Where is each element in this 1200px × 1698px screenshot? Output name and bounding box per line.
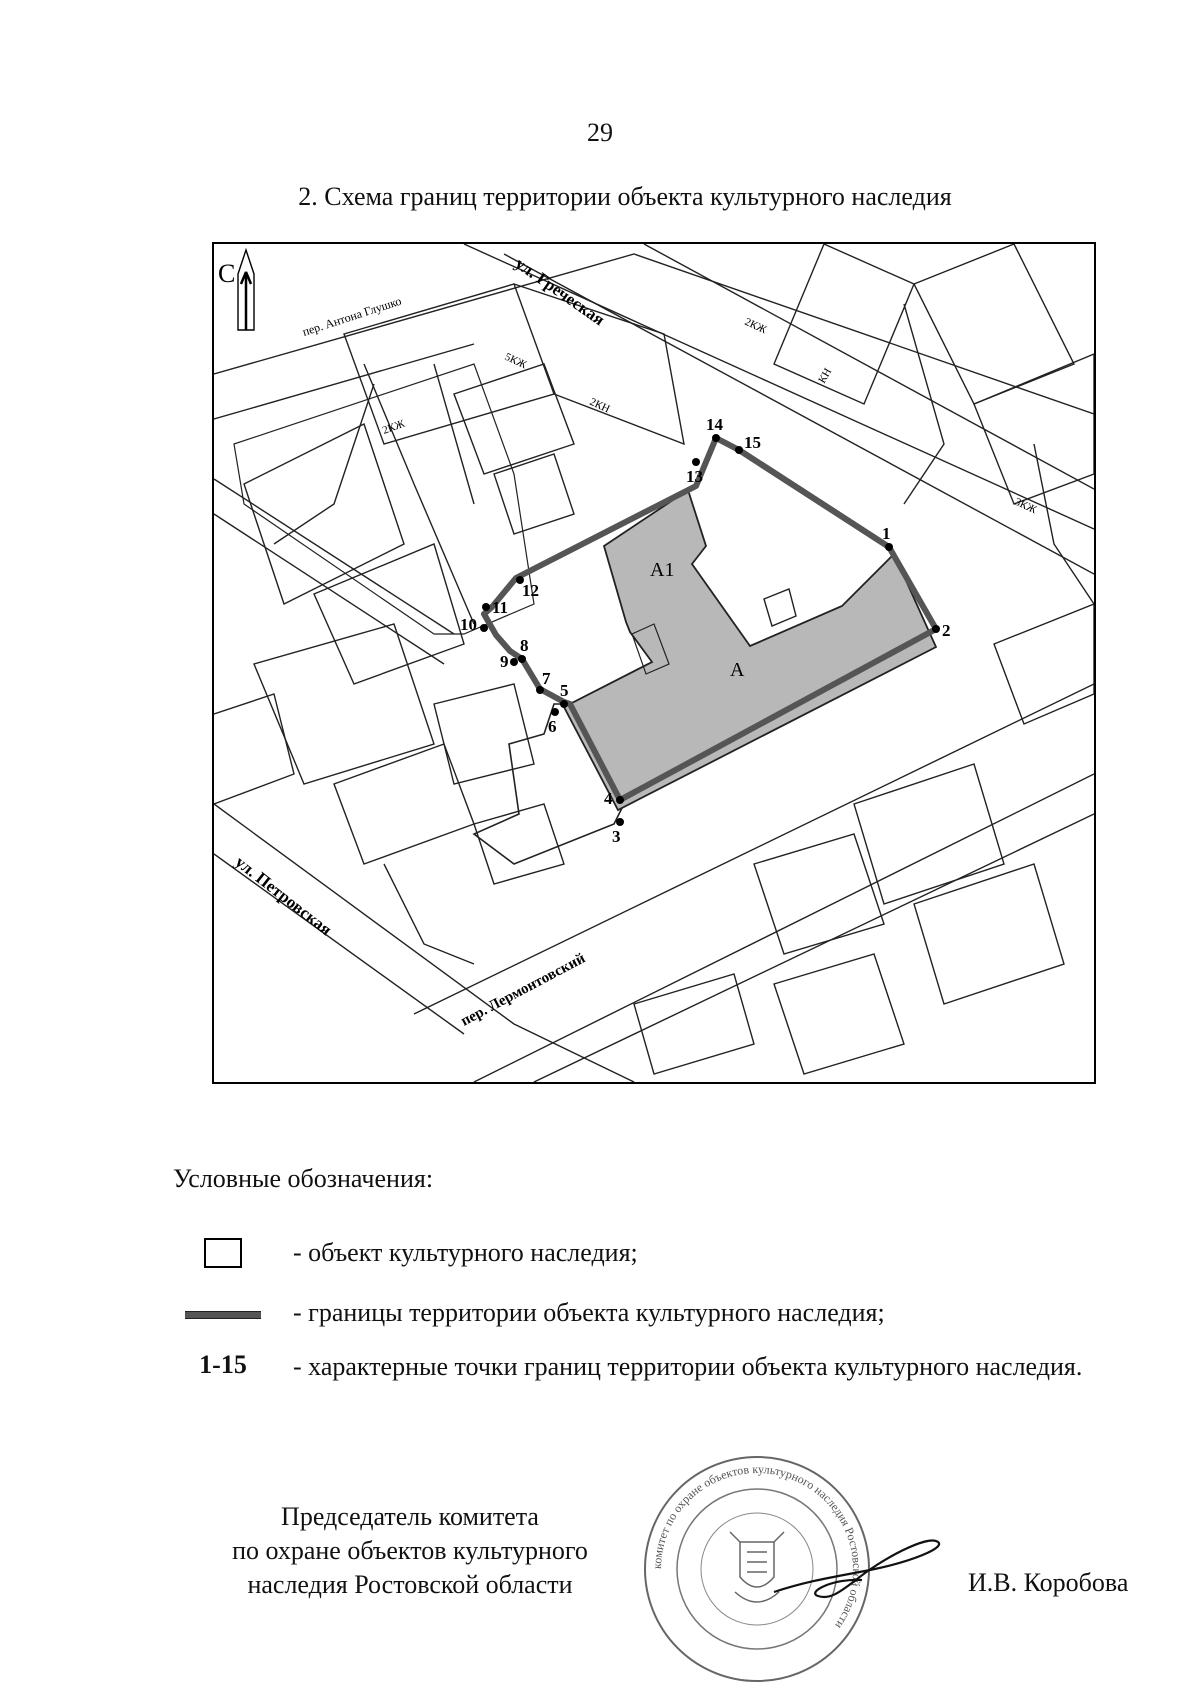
legend-title: Условные обозначения: — [173, 1164, 434, 1193]
point-label-2: 2 — [942, 621, 951, 640]
point-label-4: 4 — [604, 789, 613, 808]
boundary-point-1 — [885, 543, 893, 551]
signer-position-line-3: наследия Ростовской области — [247, 1570, 573, 1599]
map-drawing — [214, 244, 1094, 1082]
parcel-label-3: 2КЖ — [742, 315, 769, 337]
north-arrow-icon — [218, 250, 254, 330]
point-label-13: 13 — [686, 467, 703, 486]
legend-text-heritage-object: - объект культурного наследия; — [293, 1238, 638, 1267]
seal-text: комитет по охране объектов культурного наследия Ростовской области — [649, 1461, 865, 1632]
boundary-point-11 — [482, 603, 490, 611]
legend-points-symbol: 1-15 — [199, 1350, 247, 1379]
document-title: 2. Схема границ территории объекта культурного наследия — [298, 182, 952, 211]
legend-text-points: - характерные точки границ территории объекта культурного наследия. — [293, 1352, 1083, 1381]
boundary-point-13 — [692, 458, 700, 466]
street-label-petrovskaya: ул. Петровская — [231, 852, 336, 940]
point-label-9: 9 — [500, 652, 509, 671]
boundary-point-6 — [551, 708, 559, 716]
boundary-point-15 — [735, 446, 743, 454]
point-label-3: 3 — [612, 827, 621, 846]
street-label-grecheskaya: ул. Греческая — [511, 253, 609, 330]
outline-rectangle-icon — [173, 1236, 273, 1275]
street-label-lermontovsky: пер. Лермонтовский — [458, 950, 589, 1030]
point-label-8: 8 — [520, 636, 529, 655]
parcel-label-4: 3КЖ — [1012, 495, 1039, 517]
north-label: С — [218, 259, 236, 288]
signer-name: И.В. Коробова — [968, 1568, 1129, 1597]
boundary-point-8 — [518, 655, 526, 663]
courtyard-block — [234, 364, 534, 634]
legend-item-heritage-object — [173, 1236, 1133, 1276]
street-label-glushko: пер. Антона Глушко — [300, 293, 404, 339]
boundary-point-5 — [560, 700, 568, 708]
parcel-label-6: КН — [816, 366, 835, 386]
parcel-label-2: 2КН — [587, 395, 612, 416]
parcel-label-5: 2КЖ — [380, 417, 407, 437]
boundary-point-2 — [932, 625, 940, 633]
signer-position-line-1: Председатель комитета — [281, 1502, 539, 1531]
building-label-a1: А1 — [650, 559, 675, 581]
page-number: 29 — [587, 118, 613, 147]
point-label-10: 10 — [460, 615, 477, 634]
signer-position — [190, 1500, 630, 1602]
point-label-6: 6 — [548, 717, 557, 736]
legend-text-boundary: - границы территории объекта культурного наследия; — [293, 1298, 885, 1327]
point-label-11: 11 — [492, 598, 509, 617]
point-label-1: 1 — [882, 524, 891, 543]
point-label-7: 7 — [542, 669, 551, 688]
point-label-5: 5 — [560, 681, 569, 700]
thick-gray-line-icon — [173, 1296, 273, 1326]
building-stair — [764, 589, 796, 626]
legend-item-points — [173, 1350, 1133, 1430]
territory-boundary-east — [739, 450, 889, 547]
boundary-point-14 — [712, 434, 720, 442]
boundary-point-9 — [510, 658, 518, 666]
handwritten-signature-icon — [770, 1530, 950, 1620]
cadastral-map — [212, 242, 1096, 1084]
point-label-15: 15 — [744, 433, 761, 452]
boundary-point-3 — [616, 818, 624, 826]
boundary-point-4 — [616, 796, 624, 804]
legend-item-boundary — [173, 1296, 1133, 1336]
building-label-a: А — [730, 659, 745, 681]
boundary-point-10 — [480, 624, 488, 632]
parcel-label-1: 5КЖ — [502, 350, 529, 372]
point-label-14: 14 — [706, 415, 723, 434]
point-label-12: 12 — [522, 581, 539, 600]
signer-position-line-2: по охране объектов культурного — [232, 1536, 588, 1565]
